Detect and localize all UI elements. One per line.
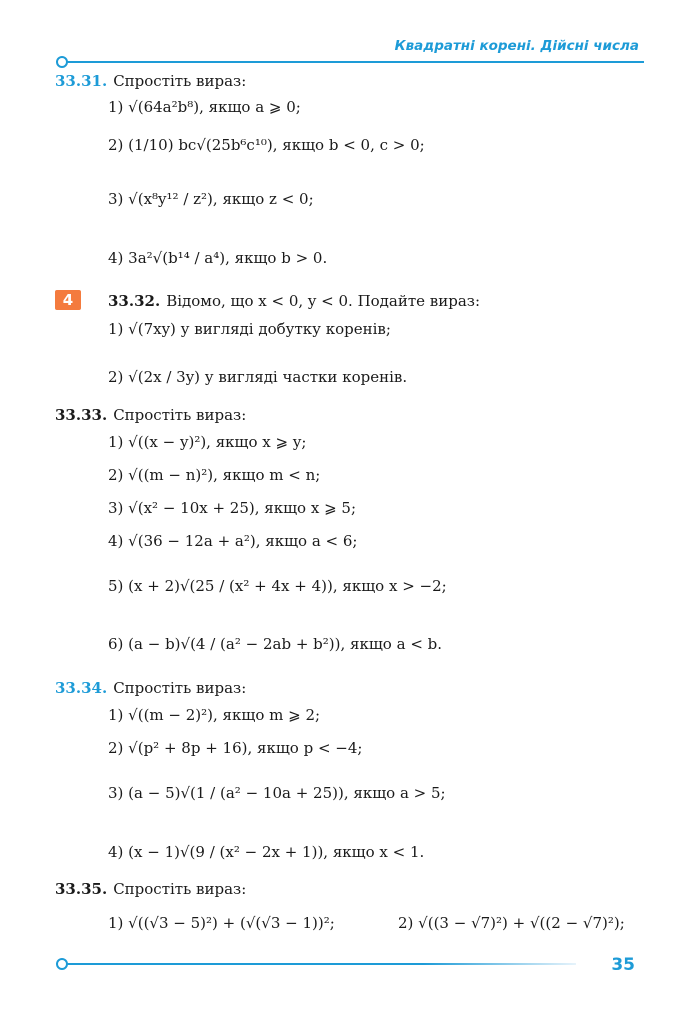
header-rule <box>66 61 644 63</box>
problem-instruction: Відомо, що x < 0, y < 0. Подайте вираз: <box>166 292 481 310</box>
problem-item: 1) √(7xy) у вигляді добутку коренів; <box>108 320 391 338</box>
problem-instruction: Спростіть вираз: <box>113 679 247 697</box>
footer-rule <box>66 963 576 965</box>
page-number: 35 <box>611 955 635 975</box>
problem-33-31-heading <box>55 72 246 90</box>
problem-33-35-heading <box>55 880 246 898</box>
difficulty-level-badge: 4 <box>55 290 81 310</box>
problem-number: 33.31. <box>55 72 108 90</box>
problem-item: 6) (a − b)√(4 / (a² − 2ab + b²)), якщо a < b. <box>108 635 443 653</box>
problem-item: 1) √((m − 2)²), якщо m ⩾ 2; <box>108 706 321 724</box>
problem-item: 5) (x + 2)√(25 / (x² + 4x + 4)), якщо x > −2; <box>108 577 447 595</box>
problem-33-33-heading <box>55 406 246 424</box>
problem-33-34-heading <box>55 679 246 697</box>
problem-item: 3) √(x⁸y¹² / z²), якщо z < 0; <box>108 190 314 208</box>
problem-item: 1) √((x − y)²), якщо x ⩾ y; <box>108 433 307 451</box>
problem-instruction: Спростіть вираз: <box>113 880 247 898</box>
problem-item: 2) (1/10) bc√(25b⁶c¹⁰), якщо b < 0, c > 0; <box>108 136 425 154</box>
problem-item: 2) √(2x / 3y) у вигляді частки коренів. <box>108 368 408 386</box>
problem-item: 4) 3a²√(b¹⁴ / a⁴), якщо b > 0. <box>108 249 328 267</box>
problem-item: 2) √(p² + 8p + 16), якщо p < −4; <box>108 739 363 757</box>
problem-item: 2) √((m − n)²), якщо m < n; <box>108 466 321 484</box>
problem-item: 4) (x − 1)√(9 / (x² − 2x + 1)), якщо x < 1. <box>108 843 425 861</box>
problem-number: 33.35. <box>55 880 108 898</box>
problem-number: 33.32. <box>108 292 161 310</box>
problem-item: 4) √(36 − 12a + a²), якщо a < 6; <box>108 532 358 550</box>
problem-item: 1) √(64a²b⁸), якщо a ⩾ 0; <box>108 98 301 116</box>
problem-instruction: Спростіть вираз: <box>113 406 247 424</box>
problem-instruction: Спростіть вираз: <box>113 72 247 90</box>
problem-number: 33.33. <box>55 406 108 424</box>
problem-number: 33.34. <box>55 679 108 697</box>
problem-item: 3) √(x² − 10x + 25), якщо x ⩾ 5; <box>108 499 357 517</box>
problem-33-32-heading <box>108 292 480 310</box>
problem-item: 3) (a − 5)√(1 / (a² − 10a + 25)), якщо a > 5; <box>108 784 446 802</box>
problem-item: 1) √((√3 − 5)²) + (√(√3 − 1))²; <box>108 914 335 932</box>
problem-item: 2) √((3 − √7)²) + √((2 − √7)²); <box>398 914 625 932</box>
running-header: Квадратні корені. Дійсні числа <box>394 38 639 54</box>
